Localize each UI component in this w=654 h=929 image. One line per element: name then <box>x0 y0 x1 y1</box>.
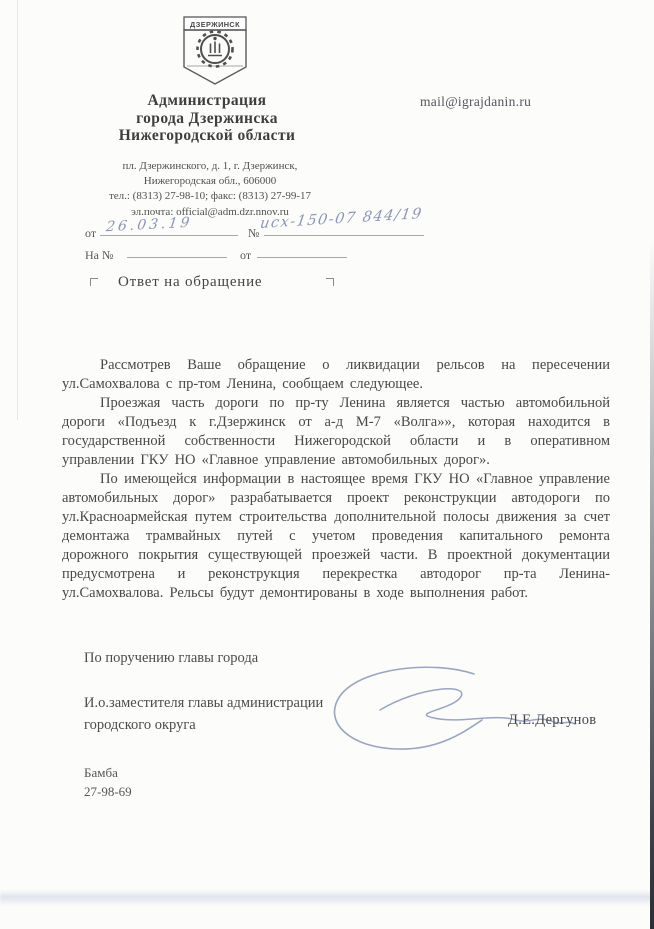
scan-edge-artifact-left <box>17 0 18 420</box>
address-corner-mark-left <box>90 278 98 286</box>
recipient-email: mail@igrajdanin.ru <box>420 94 532 109</box>
letter-body <box>62 356 610 603</box>
scan-shadow-band-bottom <box>0 890 654 906</box>
reply-number-blank-line <box>127 246 227 258</box>
scan-edge-artifact-right <box>650 240 654 929</box>
address-line: тел.: (8313) 27-98-10; факс: (8313) 27-99-17 <box>108 190 312 203</box>
signer-name: Д.Е.Дергунов <box>508 712 597 728</box>
handwritten-outgoing-number: исх-150-07 844/19 <box>258 205 424 233</box>
body-paragraph: По имеющейся информации в настоящее время ГКУ НО «Главное управление автомобильных дорог» разрабатывается проект реконструкции автодороги по ул.Красноармейская путем строительства дополнительной полосы движения за счет демонтажа трамвайных путей с учетом проведения капитального ремонта дорожного покрытия существующей проезжей части. В проектной документации предусмотрена и реконструкция перекрестка автодорог пр-та Ленина-ул.Самохвалова. Рельсы будут демонтированы в ходе выполнения работ. <box>62 471 610 601</box>
address-line: эл.почта: official@adm.dzr.nnov.ru <box>131 205 289 218</box>
org-name-line: Нижегородской области <box>118 127 296 144</box>
executor-name: Бамба <box>84 765 118 780</box>
handwritten-date: 26.03.19 <box>105 214 194 236</box>
reply-date-label: от <box>240 248 252 262</box>
executor-phone: 27-98-69 <box>84 783 132 799</box>
number-label: № <box>248 226 260 240</box>
body-paragraph: Рассмотрев Ваше обращение о ликвидации рельсов на пересечении ул.Самохвалова с пр-том Ленина, сообщаем следующее. <box>62 357 610 392</box>
date-label: от <box>85 226 97 240</box>
dzerzhinsk-coat-of-arms-icon <box>180 16 250 88</box>
emblem-banner-text: ДЗЕРЖИНСК <box>190 20 240 29</box>
letter-subject: Ответ на обращение <box>118 274 263 290</box>
letterhead-contacts <box>64 159 356 220</box>
address-line: Нижегородская обл., 606000 <box>143 175 277 188</box>
handwritten-signature <box>322 656 580 764</box>
signer-position-line: городского округа <box>84 716 196 733</box>
signer-position-line: И.о.заместителя главы администрации <box>84 695 324 711</box>
organization-name <box>58 92 356 145</box>
org-name-line: Администрация <box>147 92 267 109</box>
signer-position <box>84 693 323 736</box>
body-paragraph: Проезжая часть дороги по пр-ту Ленина является частью автомобильной дороги «Подъезд к г.Дзержинск от а-д М-7 «Волга»», которая находится в государственной собственности Нижегородской области и в оперативном управлении ГКУ НО «Главное управление автомобильных дорог». <box>62 395 610 468</box>
reply-number-label: На № <box>85 248 114 262</box>
address-line: пл. Дзержинского, д. 1, г. Дзержинск, <box>122 160 298 172</box>
on-behalf-line: По поручению главы города <box>84 650 259 666</box>
reply-date-blank-line <box>257 246 347 258</box>
executor-info <box>84 764 132 801</box>
address-corner-mark-right <box>326 278 334 286</box>
org-name-line: города Дзержинска <box>136 109 278 127</box>
